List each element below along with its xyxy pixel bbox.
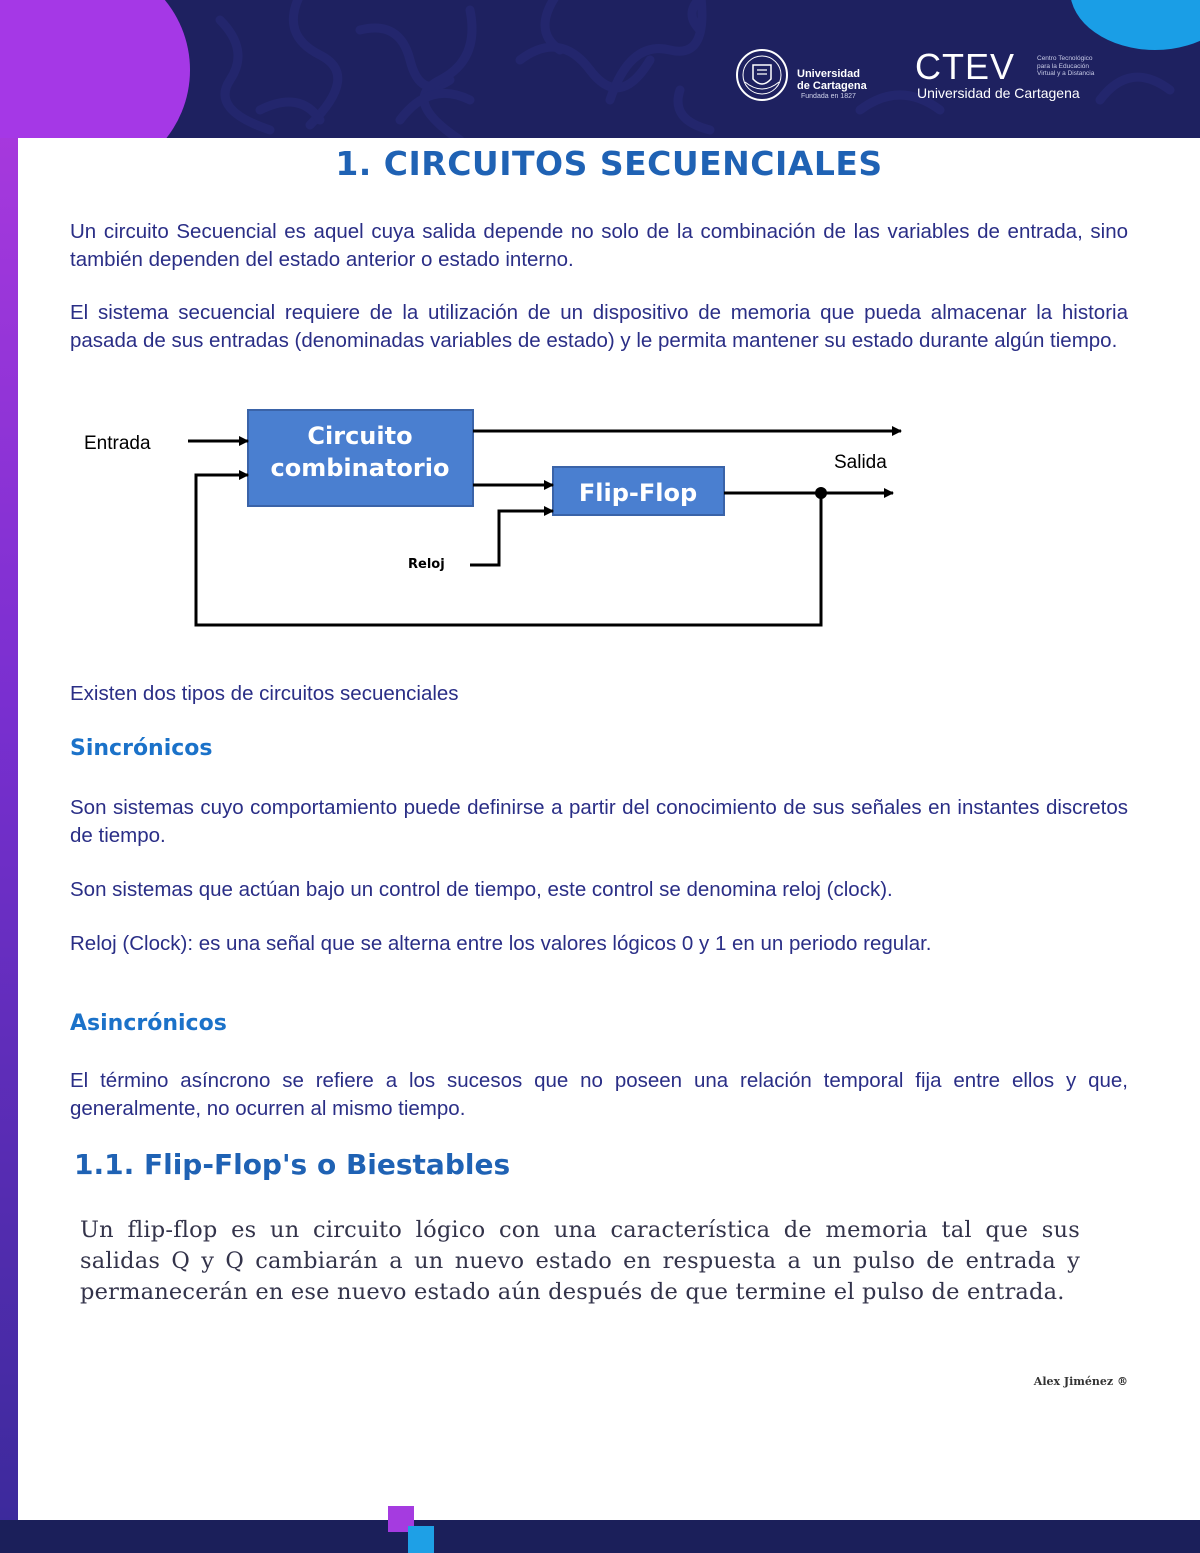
sync-paragraph-3: Reloj (Clock): es una señal que se alterna entre los valores lógicos 0 y 1 en un periodo regular. <box>70 932 932 955</box>
university-founded: Fundada en 1827 <box>801 93 856 100</box>
async-paragraph-1: El término asíncrono se refiere a los sucesos que no poseen una relación temporal fija entre ellos y que, generalmente, no ocurren al mismo tiempo. <box>70 1069 1128 1120</box>
flip-flop-label: Flip-Flop <box>578 479 698 507</box>
page-header <box>0 0 1200 138</box>
sequential-circuit-diagram <box>18 400 1200 640</box>
author-signature: Alex Jiménez ® <box>1033 1375 1128 1388</box>
university-name-line1: Universidad <box>797 68 860 80</box>
combinational-label-line1: Circuito <box>307 422 413 450</box>
ctev-tagline: Centro Tecnológico para la Educación Virtual y a Distancia <box>1037 55 1095 77</box>
clock-label: Reloj <box>408 557 445 572</box>
sync-paragraph-2: Son sistemas que actúan bajo un control de tiempo, este control se denomina reloj (clock). <box>70 878 893 901</box>
input-label: Entrada <box>84 433 151 454</box>
sync-paragraph-1: Son sistemas cuyo comportamiento puede definirse a partir del conocimiento de sus señales en instantes discretos de tiempo. <box>70 796 1128 847</box>
ctev-subtitle: Universidad de Cartagena <box>917 85 1080 101</box>
page-title: 1. CIRCUITOS SECUENCIALES <box>335 144 883 183</box>
types-intro: Existen dos tipos de circuitos secuenciales <box>70 682 459 705</box>
ctev-wordmark: CTEV <box>915 46 1016 87</box>
clock-wire <box>470 511 553 565</box>
intro-paragraph-1: Un circuito Secuencial es aquel cuya salida depende no solo de la combinación de las variables de entrada, sino también dependen del estado anterior o estado interno. <box>70 220 1128 271</box>
university-seal-icon <box>735 48 789 102</box>
intro-paragraph-2: El sistema secuencial requiere de la utilización de un dispositivo de memoria que pueda almacenar la historia pasada de sus entradas (denominadas variables de estado) y le permita mantener su estado durante algún tiempo. <box>70 301 1128 352</box>
section-1-1-heading: 1.1. Flip-Flop's o Biestables <box>74 1148 511 1181</box>
footer-blue-square <box>408 1526 434 1553</box>
university-name-line2: de Cartagena <box>797 80 867 92</box>
header-purple-blob <box>0 0 190 138</box>
page-footer <box>0 1520 1200 1553</box>
async-heading: Asincrónicos <box>70 1011 227 1036</box>
combinational-label-line2: combinatorio <box>270 454 450 482</box>
sync-heading: Sincrónicos <box>70 736 213 761</box>
section-1-1-text: Un flip-flop es un circuito lógico con una característica de memoria tal que sus salidas Q y Q cambiarán a un nuevo estado en respuesta a un pulso de entrada y permanecerán en ese nuevo estado aún después de que termine el pulso de entrada. <box>80 1217 1080 1305</box>
document-page <box>18 138 1200 1520</box>
left-frame-stripe <box>0 0 18 1553</box>
output-label: Salida <box>834 452 887 473</box>
